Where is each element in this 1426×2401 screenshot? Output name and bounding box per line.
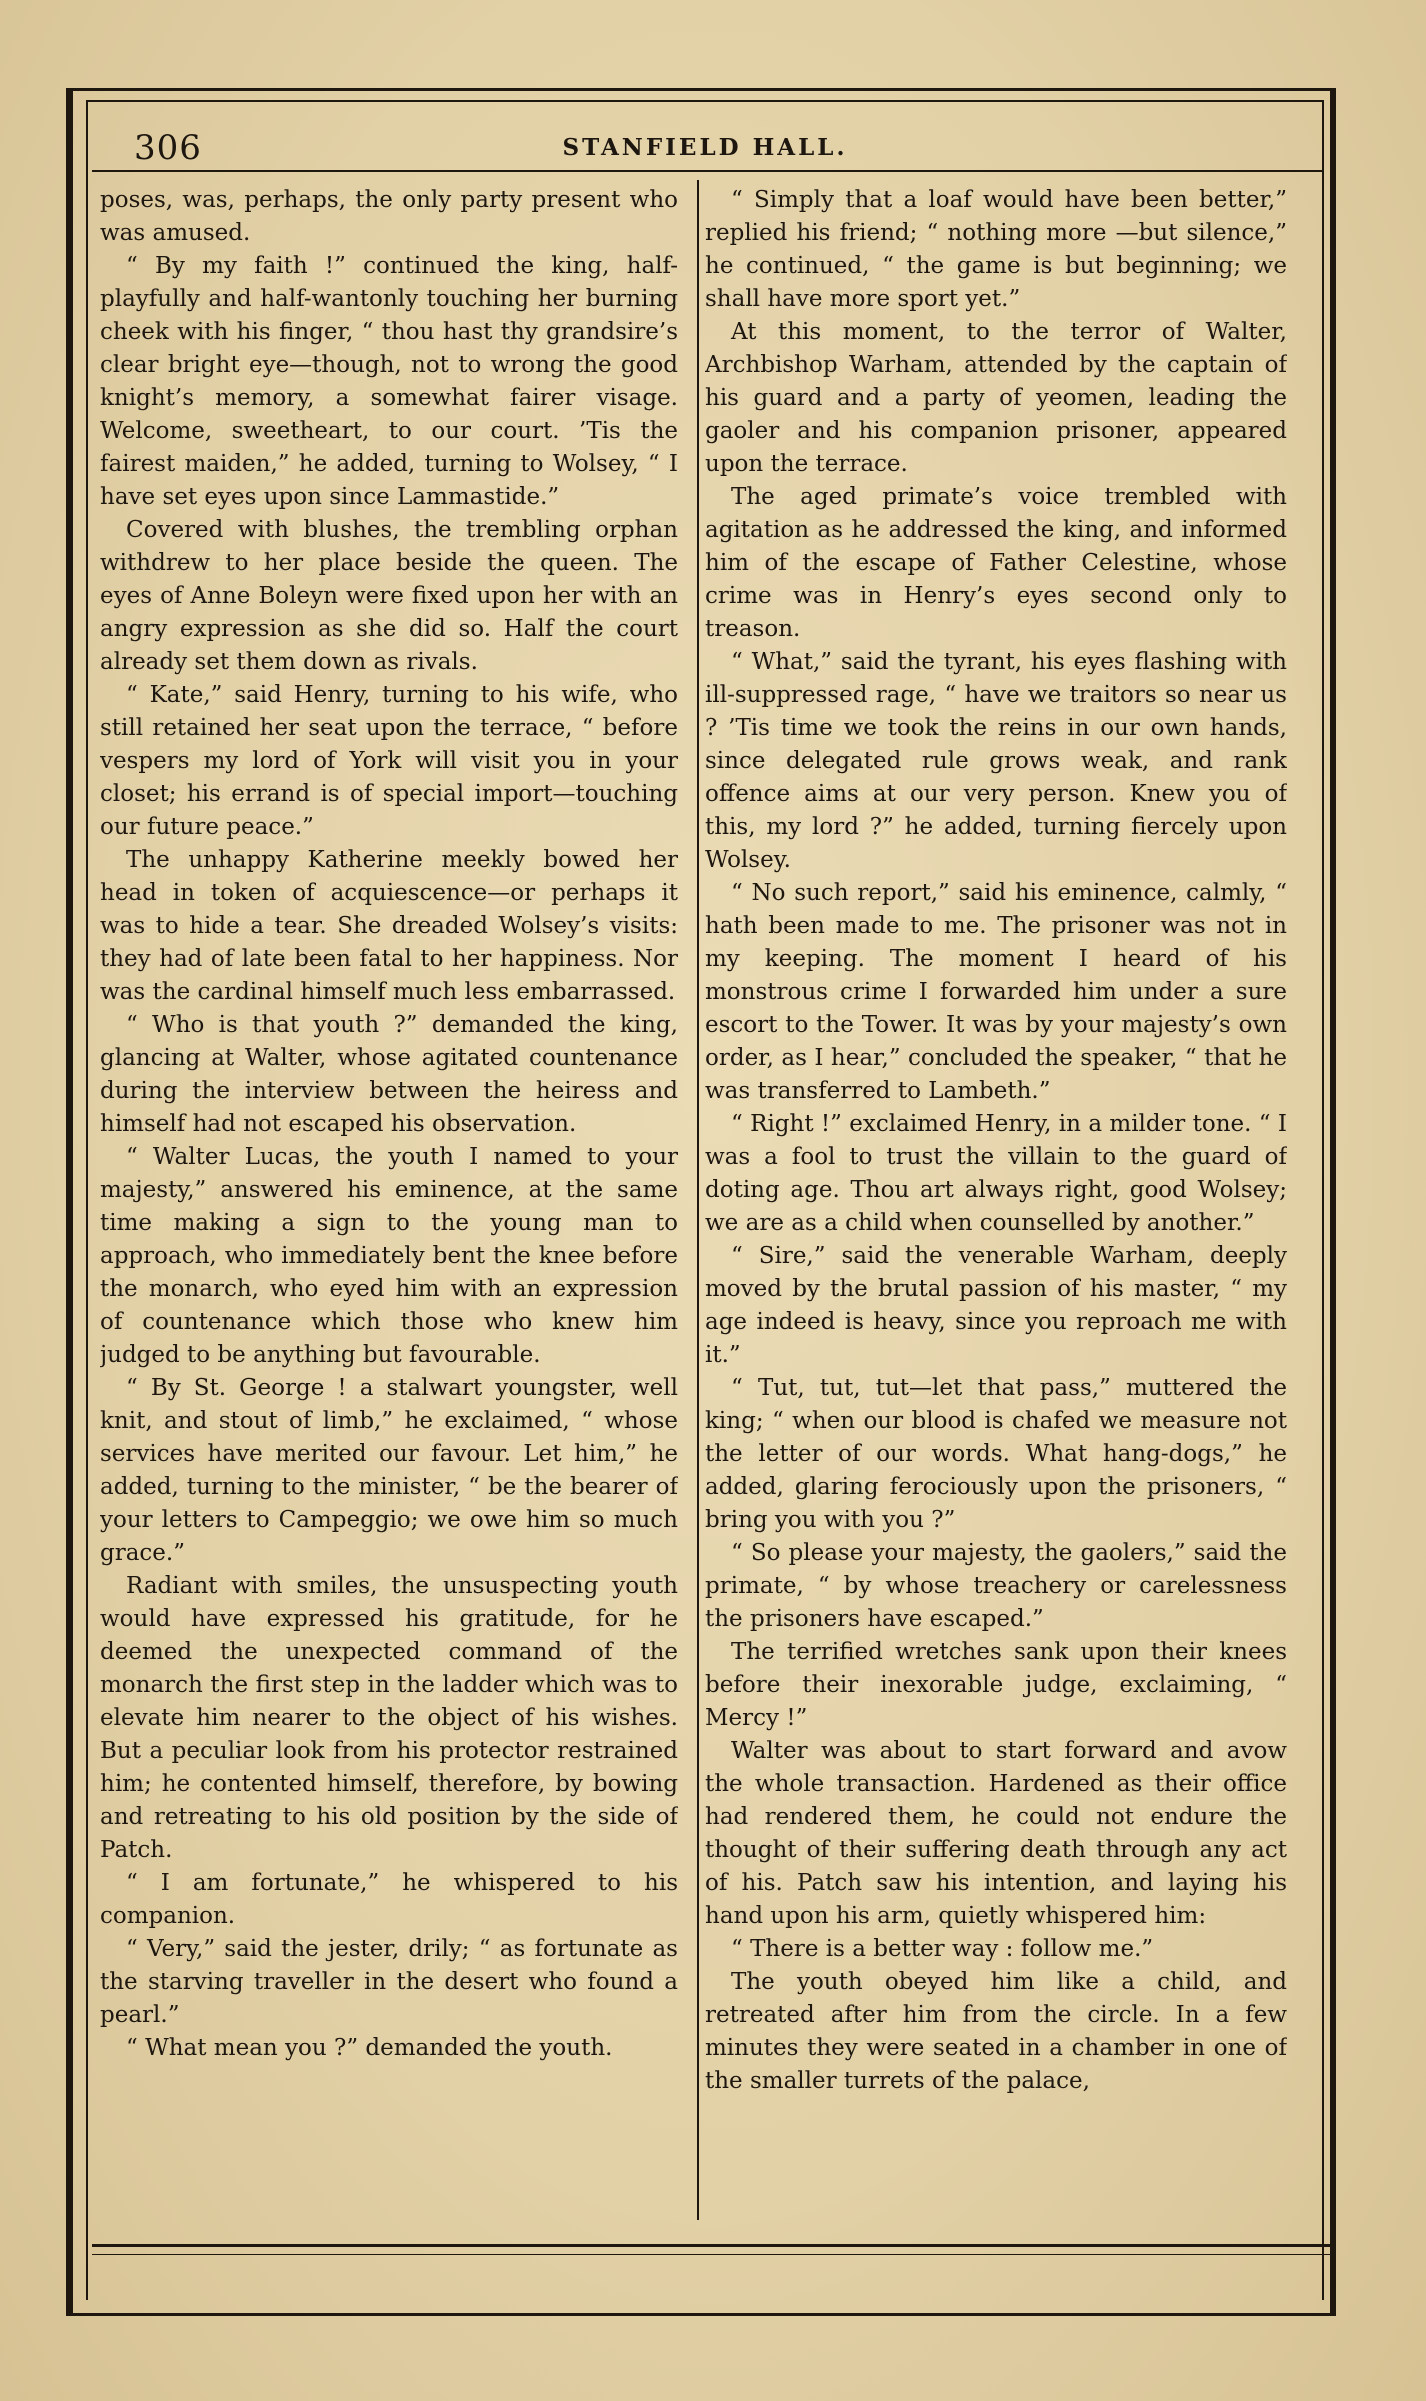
paragraph: The youth obeyed him like a child, and retreated after him from the circle. In a few minutes they were seated in a chamber in one of the smaller turrets of the palace,: [705, 1969, 1287, 2094]
page-number: 306: [134, 128, 202, 168]
paragraph: poses, was, perhaps, the only party present who was amused.: [100, 187, 678, 246]
paragraph: Radiant with smiles, the unsuspecting youth would have expressed his gratitude, for he deemed the unexpected command of the monarch the first step in the ladder which was to elevate him nearer to the object of his wishes. But a peculiar look from his protector restrained him; he contented himself, therefore, by bowing and retreating to his old position by the side of Patch.: [100, 1573, 678, 1863]
paragraph: “ Sire,” said the venerable Warham, deeply moved by the brutal passion of his master, “ my age indeed is heavy, since you reproach me with it.”: [705, 1243, 1287, 1368]
paragraph: “ Walter Lucas, the youth I named to your majesty,” answered his eminence, at the same time making a sign to the young man to approach, who immediately bent the knee before the monarch, who eyed him with an expression of countenance which those who knew him judged to be anything but favourable.: [100, 1144, 678, 1368]
paragraph: The unhappy Katherine meekly bowed her head in token of acquiescence—or perhaps it was to hide a tear. She dreaded Wolsey’s visits: they had of late been fatal to her happiness. Nor was the cardinal himself much less embarrassed.: [100, 847, 678, 1005]
paragraph: “ What mean you ?” demanded the youth.: [126, 2035, 613, 2061]
paragraph: The aged primate’s voice trembled with agitation as he addressed the king, and informed him of the escape of Father Celestine, whose crime was in Henry’s eyes second only to treason.: [705, 484, 1287, 642]
inner-border-left: [86, 100, 88, 2300]
running-title: STANFIELD HALL.: [562, 134, 848, 161]
paragraph: “ Kate,” said Henry, turning to his wife, who still retained her seat upon the terrace, “ before vespers my lord of York will visit you in your closet; his errand is of special import—touching our future peace.”: [100, 682, 678, 840]
paragraph: The terrified wretches sank upon their knees before their inexorable judge, exclaiming, “ Mercy !”: [705, 1639, 1287, 1731]
right-column: [705, 184, 1287, 2234]
column-divider: [697, 180, 699, 2220]
paragraph: “ No such report,” said his eminence, calmly, “ hath been made to me. The prisoner was not in my keeping. The moment I heard of his monstrous crime I forwarded him under a sure escort to the Tower. It was by your majesty’s own order, as I hear,” concluded the speaker, “ that he was transferred to Lambeth.”: [705, 880, 1287, 1104]
paragraph: “ Very,” said the jester, drily; “ as fortunate as the starving traveller in the desert who found a pearl.”: [100, 1936, 678, 2028]
left-column: [100, 184, 678, 2234]
inner-border-top: [86, 100, 1324, 102]
inner-border-right: [1322, 100, 1324, 2300]
paragraph: “ I am fortunate,” he whispered to his companion.: [100, 1870, 678, 1929]
paragraph: “ Who is that youth ?” demanded the king, glancing at Walter, whose agitated countenance during the interview between the heiress and himself had not escaped his observation.: [100, 1012, 678, 1137]
footer-rule-thin: [92, 2254, 1332, 2255]
header-rule: [92, 170, 1322, 172]
paragraph: Walter was about to start forward and avow the whole transaction. Hardened as their office had rendered them, he could not endure the thought of their suffering death through any act of his. Patch saw his intention, and laying his hand upon his arm, quietly whispered him:: [705, 1738, 1287, 1929]
paragraph: “ Right !” exclaimed Henry, in a milder tone. “ I was a fool to trust the villain to the guard of doting age. Thou art always right, good Wolsey; we are as a child when counselled by another.”: [705, 1111, 1287, 1236]
paragraph: “ By St. George ! a stalwart youngster, well knit, and stout of limb,” he exclaimed, “ whose services have merited our favour. Let him,” he added, turning to the minister, “ be the bearer of your letters to Campeggio; we owe him so much grace.”: [100, 1375, 678, 1566]
paragraph: “ What,” said the tyrant, his eyes flashing with ill-suppressed rage, “ have we traitors so near us ? ’Tis time we took the reins in our own hands, since delegated rule grows weak, and rank offence aims at our very person. Knew you of this, my lord ?” he added, turning fiercely upon Wolsey.: [705, 649, 1287, 873]
paragraph: “ There is a better way : follow me.”: [731, 1936, 1154, 1962]
paragraph: At this moment, to the terror of Walter, Archbishop Warham, attended by the captain of his guard and a party of yeomen, leading the gaoler and his companion prisoner, appeared upon the terrace.: [705, 319, 1287, 477]
paragraph: “ Tut, tut, tut—let that pass,” muttered the king; “ when our blood is chafed we measure not the letter of our words. What hang-dogs,” he added, glaring ferociously upon the prisoners, “ bring you with you ?”: [705, 1375, 1287, 1533]
paragraph: “ Simply that a loaf would have been better,” replied his friend; “ nothing more —but silence,” he continued, “ the game is but beginning; we shall have more sport yet.”: [705, 187, 1287, 312]
paragraph: “ So please your majesty, the gaolers,” said the primate, “ by whose treachery or carelessness the prisoners have escaped.”: [705, 1540, 1287, 1632]
footer-rule: [92, 2244, 1332, 2247]
paragraph: Covered with blushes, the trembling orphan withdrew to her place beside the queen. The eyes of Anne Boleyn were fixed upon her with an angry expression as she did so. Half the court already set them down as rivals.: [100, 517, 678, 675]
page-header: [100, 124, 1310, 172]
paragraph: “ By my faith !” continued the king, half-playfully and half-wantonly touching her burning cheek with his finger, “ thou hast thy grandsire’s clear bright eye—though, not to wrong the good knight’s memory, a somewhat fairer visage. Welcome, sweetheart, to our court. ’Tis the fairest maiden,” he added, turning to Wolsey, “ I have set eyes upon since Lammastide.”: [100, 253, 678, 510]
